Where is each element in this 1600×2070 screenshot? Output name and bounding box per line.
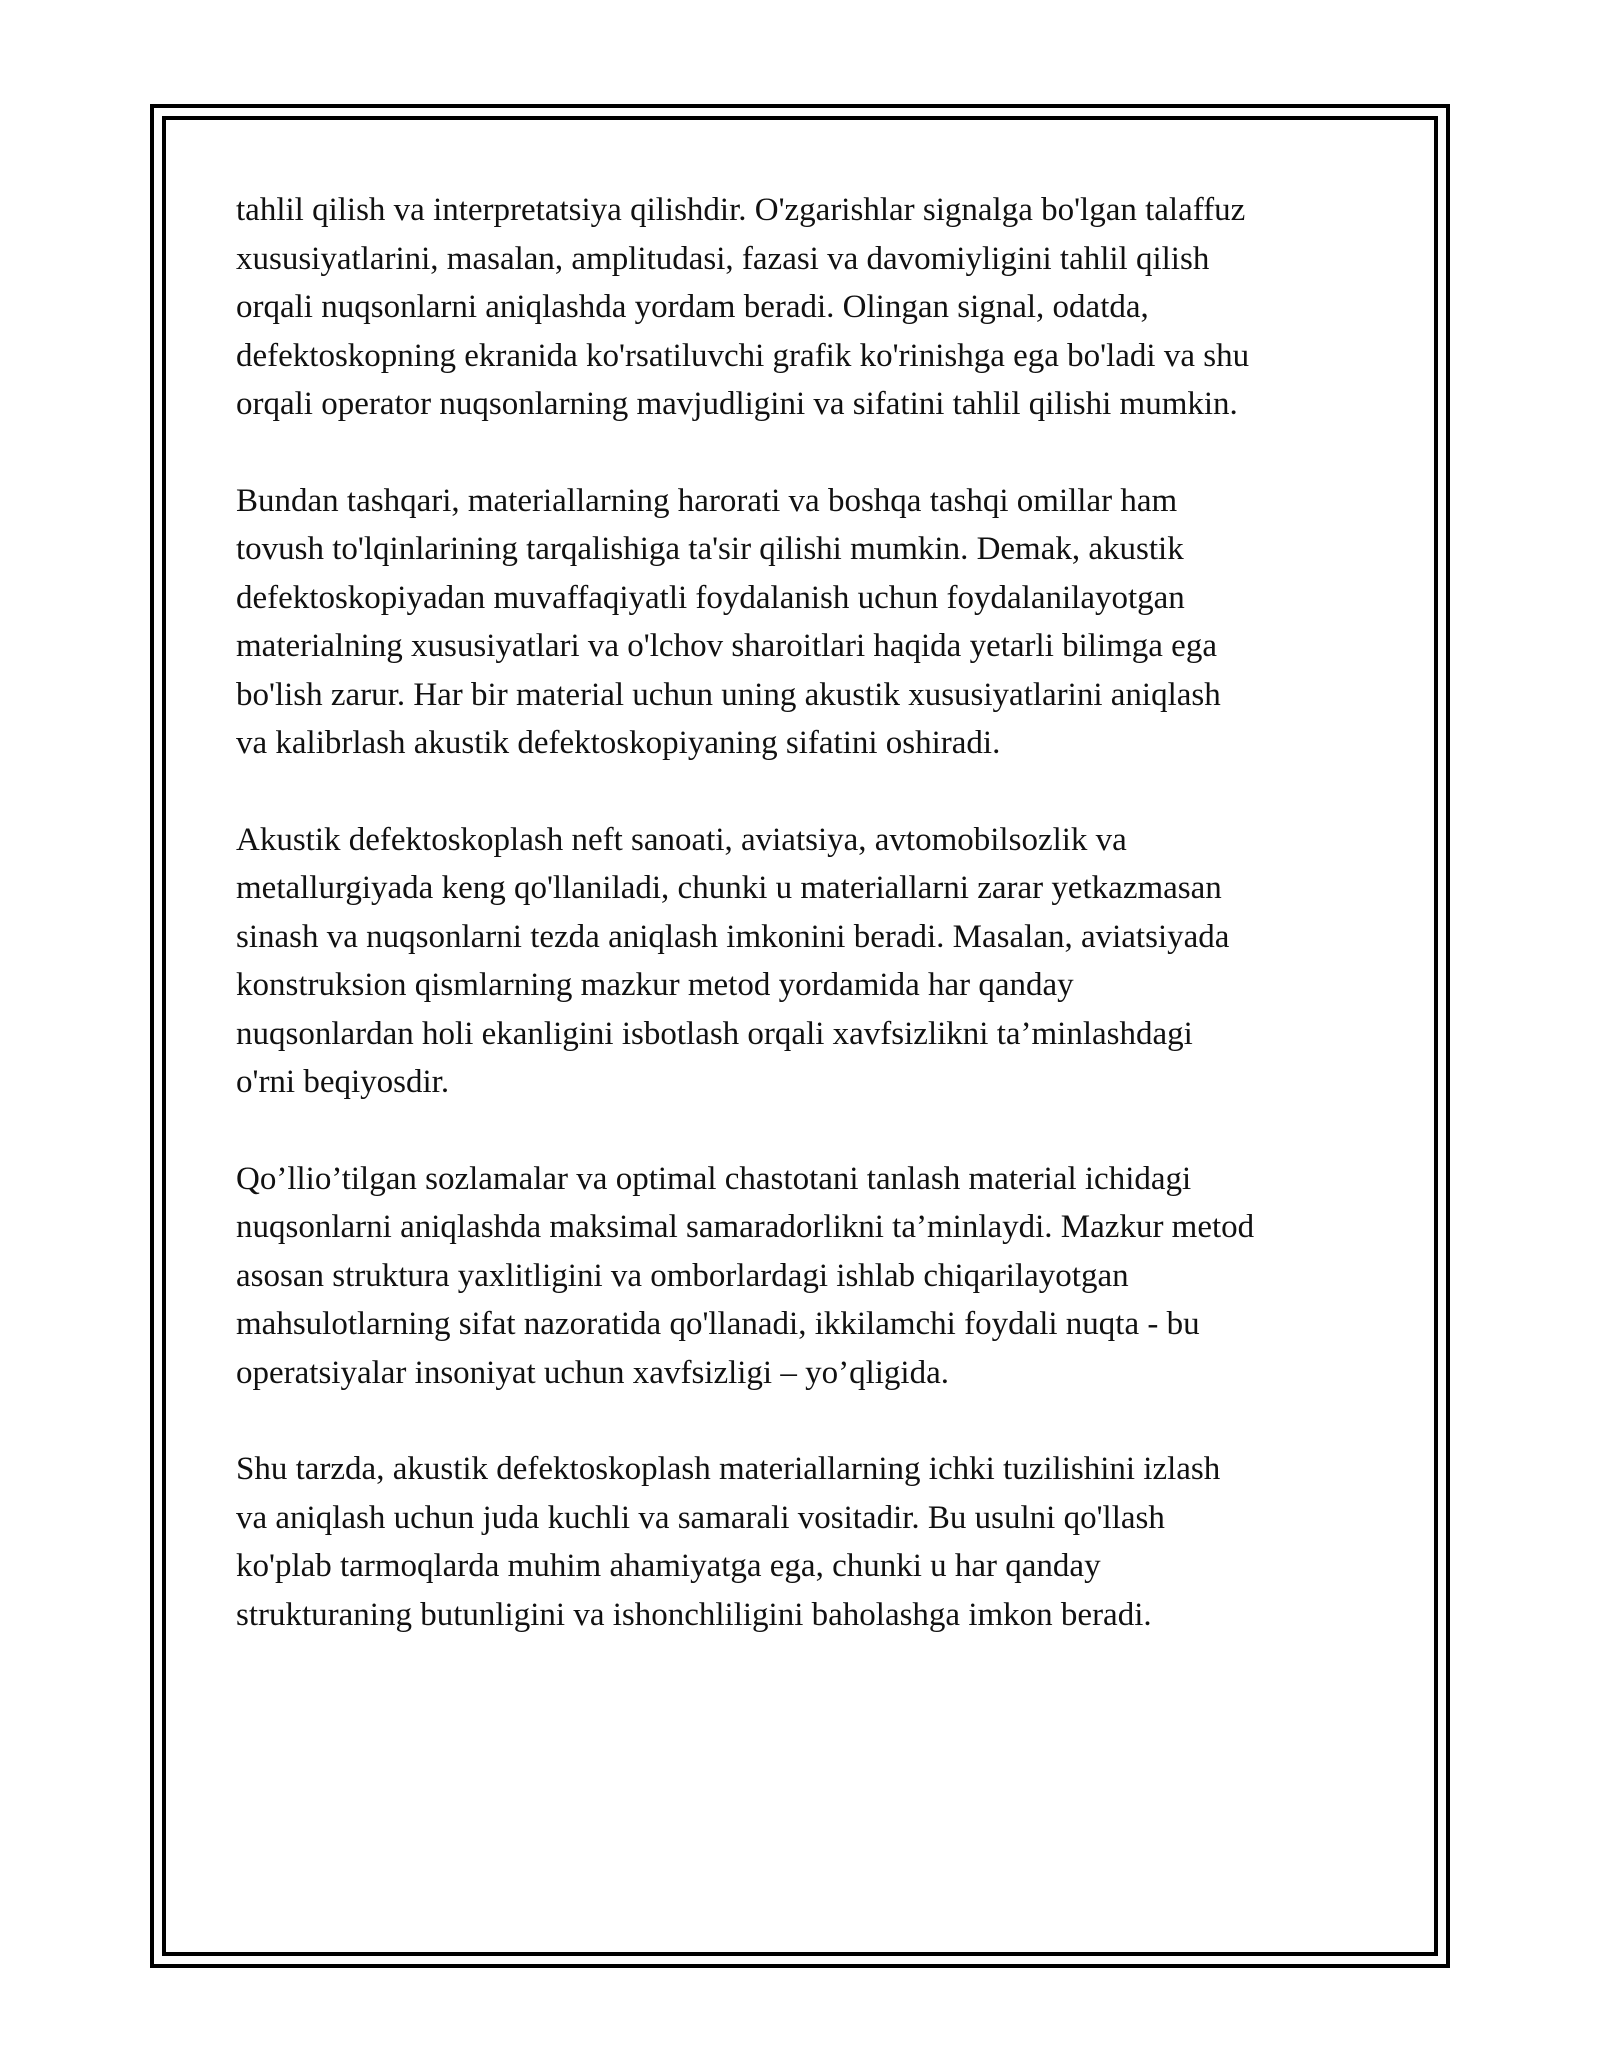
- text-line: tahlil qilish va interpretatsiya qilishdir. O'zgarishlar signalga bo'lgan talaffuz: [236, 192, 1246, 228]
- paragraph-1: [236, 186, 1376, 429]
- text-line: orqali operator nuqsonlarning mavjudligini va sifatini tahlil qilishi mumkin.: [236, 386, 1238, 422]
- text-line: mahsulotlarning sifat nazoratida qo'llanadi, ikkilamchi foydali nuqta - bu: [236, 1306, 1200, 1342]
- text-line: va kalibrlash akustik defektoskopiyaning sifatini oshiradi.: [236, 725, 1001, 761]
- text-line: strukturaning butunligini va ishonchliligini baholashga imkon beradi.: [236, 1596, 1152, 1633]
- text-line: ko'plab tarmoqlarda muhim ahamiyatga ega, chunki u har qanday: [236, 1548, 1101, 1584]
- text-line: konstruksion qismlarning mazkur metod yordamida har qanday: [236, 967, 1074, 1003]
- text-line: tovush to'lqinlarining tarqalishiga ta'sir qilishi mumkin. Demak, akustik: [236, 531, 1184, 567]
- text-line: o'rni beqiyosdir.: [236, 1064, 450, 1100]
- paragraph-5: [236, 1445, 1376, 1639]
- paragraph-3: [236, 816, 1376, 1107]
- text-line: Qo’llio’tilgan sozlamalar va optimal chastotani tanlash material ichidagi: [236, 1160, 1192, 1197]
- text-line: va aniqlash uchun juda kuchli va samarali vositadir. Bu usulni qo'llash: [236, 1499, 1165, 1536]
- text-line: Shu tarzda, akustik defektoskoplash materiallarning ichki tuzilishini izlash: [236, 1451, 1221, 1487]
- paragraph-2: [236, 477, 1376, 768]
- text-line: asosan struktura yaxlitligini va omborlardagi ishlab chiqarilayotgan: [236, 1257, 1129, 1294]
- text-line: defektoskopning ekranida ko'rsatiluvchi grafik ko'rinishga ega bo'ladi va shu: [236, 337, 1250, 374]
- text-line: sinash va nuqsonlarni tezda aniqlash imkonini beradi. Masalan, aviatsiyada: [236, 918, 1230, 955]
- text-line: nuqsonlardan holi ekanligini isbotlash orqali xavfsizlikni ta’minlashdagi: [236, 1015, 1193, 1052]
- text-line: materialning xususiyatlari va o'lchov sharoitlari haqida yetarli bilimga ega: [236, 628, 1217, 664]
- text-line: defektoskopiyadan muvaffaqiyatli foydalanish uchun foydalanilayotgan: [236, 579, 1185, 616]
- text-line: operatsiyalar insoniyat uchun xavfsizligi – yo’qligida.: [236, 1354, 949, 1391]
- text-line: bo'lish zarur. Har bir material uchun uning akustik xususiyatlarini aniqlash: [236, 676, 1221, 713]
- document-body: [236, 186, 1376, 1687]
- text-line: Akustik defektoskoplash neft sanoati, aviatsiya, avtomobilsozlik va: [236, 821, 1127, 858]
- text-line: xususiyatlarini, masalan, amplitudasi, fazasi va davomiyligini tahlil qilish: [236, 240, 1210, 277]
- text-line: metallurgiyada keng qo'llaniladi, chunki u materiallarni zarar yetkazmasan: [236, 870, 1222, 906]
- text-line: orqali nuqsonlarni aniqlashda yordam beradi. Olingan signal, odatda,: [236, 289, 1149, 325]
- text-line: Bundan tashqari, materiallarning harorati va boshqa tashqi omillar ham: [236, 482, 1178, 519]
- text-line: nuqsonlarni aniqlashda maksimal samaradorlikni ta’minlaydi. Mazkur metod: [236, 1209, 1255, 1245]
- paragraph-4: [236, 1155, 1376, 1398]
